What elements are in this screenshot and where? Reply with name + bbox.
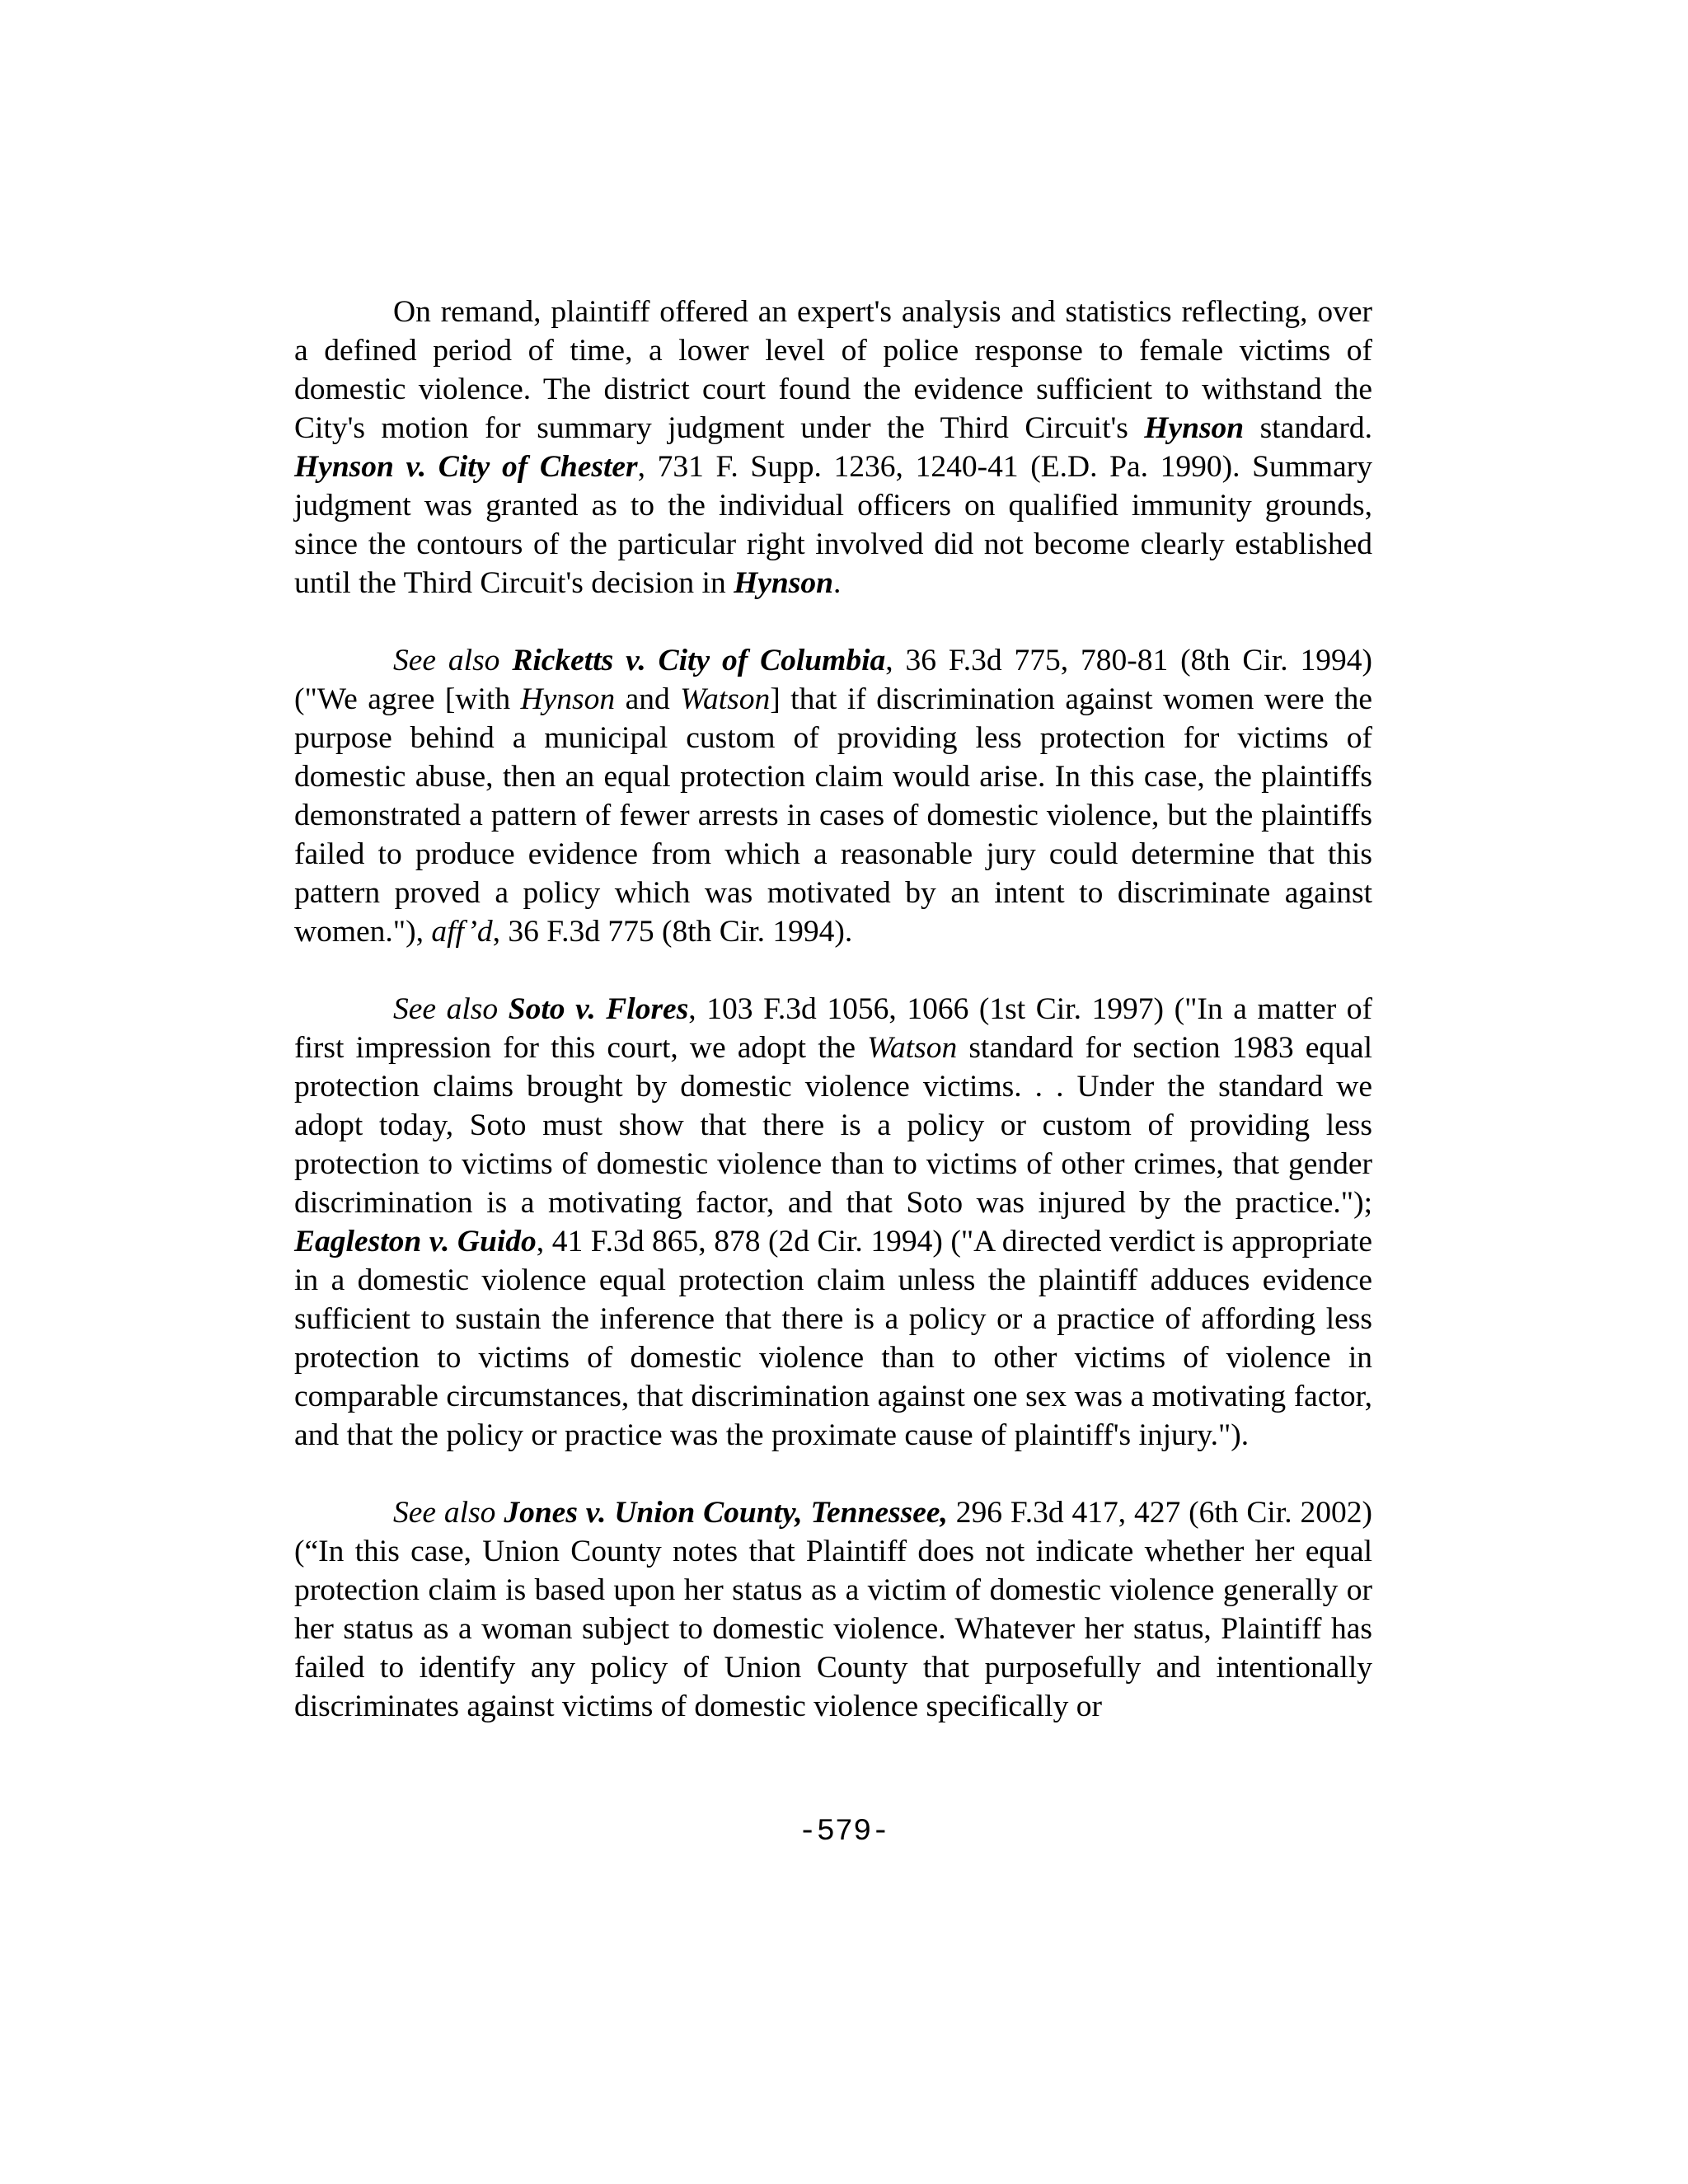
- text-run: [495, 1496, 504, 1530]
- case-name: Hynson v. City of Chester: [294, 450, 638, 484]
- italic-text: See also: [393, 644, 500, 677]
- page-number: -579-: [798, 1815, 890, 1849]
- paragraph: [294, 990, 1372, 1455]
- case-name: Eagleston v. Guido: [294, 1225, 537, 1258]
- paragraph: [294, 1493, 1372, 1726]
- text-run: .: [832, 566, 842, 600]
- paragraph: [294, 293, 1372, 602]
- text-run: , 36 F.3d 775, 780-81 (8th Cir. 1994) ("We agree [with: [294, 644, 1373, 716]
- body-text: [294, 293, 1372, 1726]
- italic-text: Watson: [867, 1031, 958, 1065]
- italic-text: aff’d: [431, 915, 493, 949]
- italic-text: See also: [393, 992, 499, 1026]
- case-name: Soto v. Flores: [508, 992, 689, 1026]
- text-run: [499, 644, 512, 677]
- text-run: , 41 F.3d 865, 878 (2d Cir. 1994) ("A directed verdict is appropriate in a domestic violence equal protection claim unless the plaintiff adduces evidence sufficient to sustain the inference that there is a policy or a practice of affording less protection to victims of domestic violence than to other victims of violence in comparable circumstances, that discrimination against one sex was a motivating factor, and that the policy or practice was the proximate cause of plaintiff's injury.").: [294, 1225, 1372, 1452]
- text-run: standard for section 1983 equal protection claims brought by domestic violence victims. . . Under the standard we adopt today, Soto must show that there is a policy or custom of providing less protection to victims of domestic violence than to victims of other crimes, that gender discrimination is a motivating factor, and that Soto was injured by the practice.");: [294, 1031, 1372, 1220]
- text-run: standard.: [1244, 411, 1372, 445]
- case-name: Hynson: [1144, 411, 1245, 445]
- text-run: , 36 F.3d 775 (8th Cir. 1994).: [492, 915, 853, 949]
- text-run: , 731 F. Supp. 1236, 1240-41 (E.D. Pa. 1990). Summary judgment was granted as to the individual officers on qualified immunity grounds, since the contours of the particular right involved did not become clearly established until the Third Circuit's decision in: [294, 450, 1372, 600]
- text-run: 296 F.3d 417, 427 (6th Cir. 2002) (“In this case, Union County notes that Plaintiff does not indicate whether her equal protection claim is based upon her status as a victim of domestic violence generally or her status as a woman subject to domestic violence. Whatever her status, Plaintiff has failed to identify any policy of Union County that purposefully and intentionally discriminates against victims of domestic violence specifically or: [294, 1496, 1372, 1723]
- italic-text: See also: [393, 1496, 496, 1530]
- italic-text: Watson: [680, 682, 771, 716]
- text-run: On remand, plaintiff offered an expert's analysis and statistics reflecting, over a defined period of time, a lower level of police response to female victims of domestic violence. The district court found the evidence sufficient to withstand the City's motion for summary judgment under the Third Circuit's: [294, 295, 1372, 445]
- case-name: Ricketts v. City of Columbia: [512, 644, 886, 677]
- text-run: [498, 992, 509, 1026]
- italic-text: Hynson: [520, 682, 616, 716]
- paragraph: [294, 641, 1372, 951]
- text-run: ] that if discrimination against women were the purpose behind a municipal custom of providing less protection for victims of domestic abuse, then an equal protection claim would arise. In this case, the plaintiffs demonstrated a pattern of fewer arrests in cases of domestic violence, but the plaintiffs failed to produce evidence from which a reasonable jury could determine that this pattern proved a policy which was motivated by an intent to discriminate against women."),: [294, 682, 1372, 949]
- case-name: Hynson: [734, 566, 833, 600]
- case-name: Jones v. Union County, Tennessee,: [504, 1496, 948, 1530]
- text-run: , 103 F.3d 1056, 1066 (1st Cir. 1997) ("In a matter of first impression for this court, we adopt the: [294, 992, 1373, 1065]
- text-run: and: [615, 682, 681, 716]
